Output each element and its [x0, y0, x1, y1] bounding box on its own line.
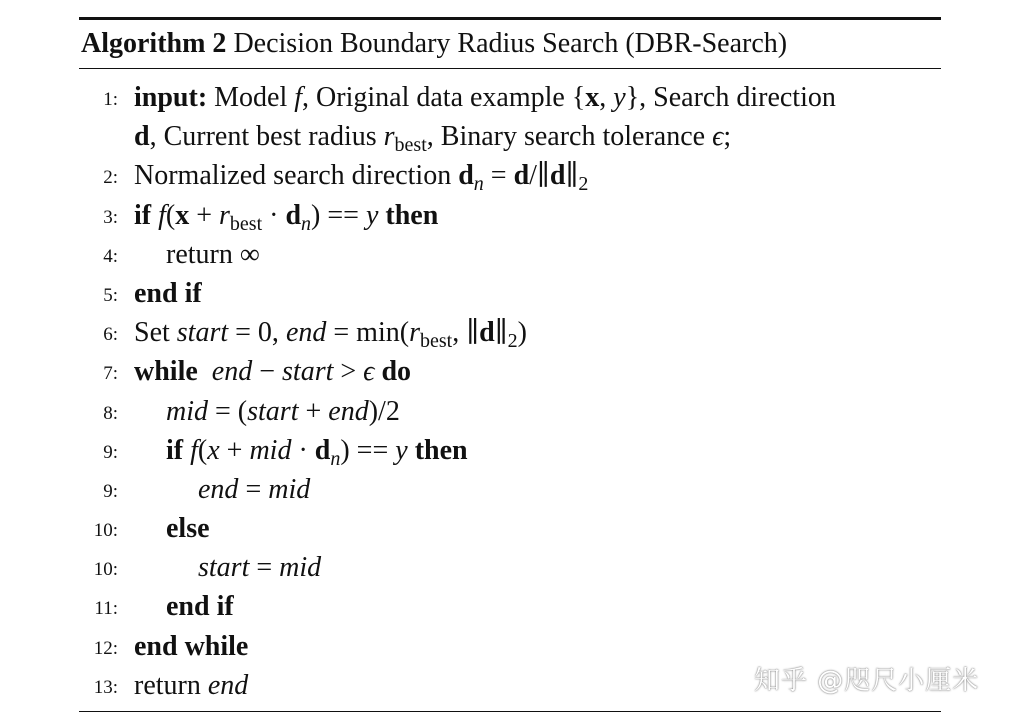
symbol-end: end [207, 669, 249, 701]
symbol-y: y [365, 199, 379, 231]
symbol-mid: mid [279, 552, 322, 584]
subscript: n [473, 173, 484, 196]
keyword-while: while [134, 356, 198, 388]
text-fragment: − [252, 356, 283, 388]
symbol-f: f [294, 82, 303, 113]
symbol-d: d [479, 317, 495, 349]
line-content [166, 431, 468, 470]
line-number: 1: [103, 89, 118, 110]
algorithm-line [79, 78, 941, 117]
line-content [134, 196, 438, 235]
symbol-end: end [197, 356, 253, 388]
symbol-d: d [314, 434, 331, 466]
symbol-x: x [585, 82, 600, 113]
text-fragment: Set [134, 317, 177, 349]
line-content [198, 548, 321, 587]
line-content [134, 156, 588, 195]
algorithm-caption [79, 20, 941, 68]
text-fragment: ) == [340, 434, 396, 466]
text-fragment: return [134, 669, 208, 701]
symbol-d: d [134, 121, 150, 153]
text-fragment: > [333, 356, 364, 388]
line-number: 3: [103, 206, 118, 228]
text-fragment: ; [723, 121, 732, 153]
algorithm-line [79, 117, 941, 156]
algorithm-line [79, 587, 941, 626]
symbol-end: end [285, 317, 327, 349]
text-fragment: , ∥ [452, 317, 480, 349]
line-content: end if [134, 277, 202, 309]
subscript: 2 [578, 173, 589, 196]
line-content [134, 352, 411, 391]
keyword-then: then [378, 199, 439, 231]
algorithm-line [79, 352, 941, 391]
text-fragment: /∥ [529, 160, 550, 192]
line-content [134, 666, 248, 705]
keyword-then: then [407, 434, 468, 466]
algorithm-line [79, 509, 941, 548]
text-fragment: , Current best radius [149, 121, 384, 153]
text-fragment: , [599, 82, 614, 113]
subscript: 2 [507, 330, 518, 353]
text-fragment: + [298, 395, 329, 427]
bottom-rule [79, 711, 941, 712]
line-number: 13: [93, 676, 118, 698]
line-number: 11: [94, 598, 118, 620]
text-fragment: ∥ [565, 160, 579, 192]
text-fragment: Normalized search direction [134, 160, 459, 192]
text-fragment: + [219, 434, 250, 466]
text-fragment: )/2 [368, 395, 400, 427]
line-content: return ∞ [166, 238, 260, 270]
text-fragment: ) [517, 317, 527, 349]
algorithm-line [79, 548, 941, 587]
keyword-input: input: [134, 82, 208, 113]
subscript: n [301, 212, 312, 235]
line-number: 10: [93, 559, 118, 581]
line-content [134, 117, 731, 156]
symbol-r: r [383, 121, 395, 153]
line-content [134, 313, 527, 352]
subscript: best [419, 330, 453, 353]
algorithm-line [79, 156, 941, 195]
keyword-do: do [374, 356, 412, 388]
symbol-start: start [282, 356, 334, 388]
line-number: 5: [103, 284, 118, 306]
symbol-y: y [395, 434, 408, 466]
line-content [134, 78, 836, 117]
text-fragment: ( [197, 434, 208, 466]
caption-title: Decision Boundary Radius Search (DBR-Search) [233, 28, 788, 59]
symbol-d: d [458, 160, 474, 192]
text-fragment: = 0, [228, 317, 286, 349]
text-fragment: ) == [311, 199, 366, 231]
symbol-epsilon: ϵ [712, 121, 724, 153]
symbol-start: start [198, 552, 250, 584]
text-fragment: Model [207, 82, 295, 113]
text-fragment: , Original data example { [302, 82, 586, 113]
line-number: 12: [93, 637, 118, 659]
symbol-x: x [175, 199, 190, 231]
text-fragment: ∥ [494, 317, 508, 349]
keyword-if: if [166, 434, 184, 466]
line-content [166, 392, 400, 431]
algorithm-line [79, 431, 941, 470]
algorithm-line [79, 470, 941, 509]
line-number: 2: [103, 167, 118, 189]
symbol-d: d [285, 199, 302, 231]
symbol-end: end [328, 395, 369, 427]
algorithm-line [79, 196, 941, 235]
line-content: end if [166, 591, 234, 623]
text-fragment: = min( [326, 317, 410, 349]
algorithm-line [79, 274, 941, 313]
algorithm-line [79, 235, 941, 274]
text-fragment: = [249, 552, 280, 584]
symbol-f: f [151, 199, 166, 231]
line-number: 9: [103, 441, 118, 463]
symbol-mid: mid [249, 434, 292, 466]
line-number: 7: [103, 363, 118, 385]
symbol-r: r [409, 317, 420, 349]
caption-label: Algorithm 2 [81, 28, 227, 59]
symbol-mid: mid [268, 473, 311, 505]
line-number: 4: [103, 245, 118, 267]
text-fragment: , Binary search tolerance [426, 121, 713, 153]
algorithm-block [79, 17, 941, 712]
symbol-start: start [176, 317, 229, 349]
line-number: 6: [103, 324, 118, 346]
subscript: n [330, 447, 341, 470]
line-number: 9: [103, 480, 118, 502]
text-fragment: }, Search direction [625, 82, 836, 113]
symbol-f: f [183, 434, 198, 466]
text-fragment: · [262, 199, 286, 231]
symbol-d: d [549, 160, 566, 192]
line-number: 10: [93, 520, 118, 542]
algorithm-line [79, 313, 941, 352]
text-fragment: = [238, 473, 269, 505]
symbol-r: r [219, 199, 230, 231]
subscript: best [229, 212, 263, 235]
symbol-epsilon: ϵ [363, 356, 375, 388]
algorithm-line [79, 392, 941, 431]
symbol-start: start [247, 395, 299, 427]
symbol-end: end [198, 473, 239, 505]
symbol-y: y [613, 82, 626, 113]
line-number: 8: [103, 402, 118, 424]
algorithm-body [79, 69, 941, 711]
symbol-d: d [513, 160, 530, 192]
line-content: end while [134, 630, 249, 662]
text-fragment: = [483, 160, 514, 192]
line-content: else [166, 513, 210, 545]
text-fragment: = ( [208, 395, 248, 427]
keyword-if: if [134, 199, 152, 231]
text-fragment: · [291, 434, 315, 466]
text-fragment: ( [165, 199, 176, 231]
symbol-x: x [207, 434, 220, 466]
symbol-mid: mid [166, 395, 208, 427]
text-fragment: + [189, 199, 220, 231]
subscript: best [394, 134, 427, 157]
line-content [198, 470, 310, 509]
watermark: 知乎 @咫尺小厘米 [754, 666, 980, 696]
